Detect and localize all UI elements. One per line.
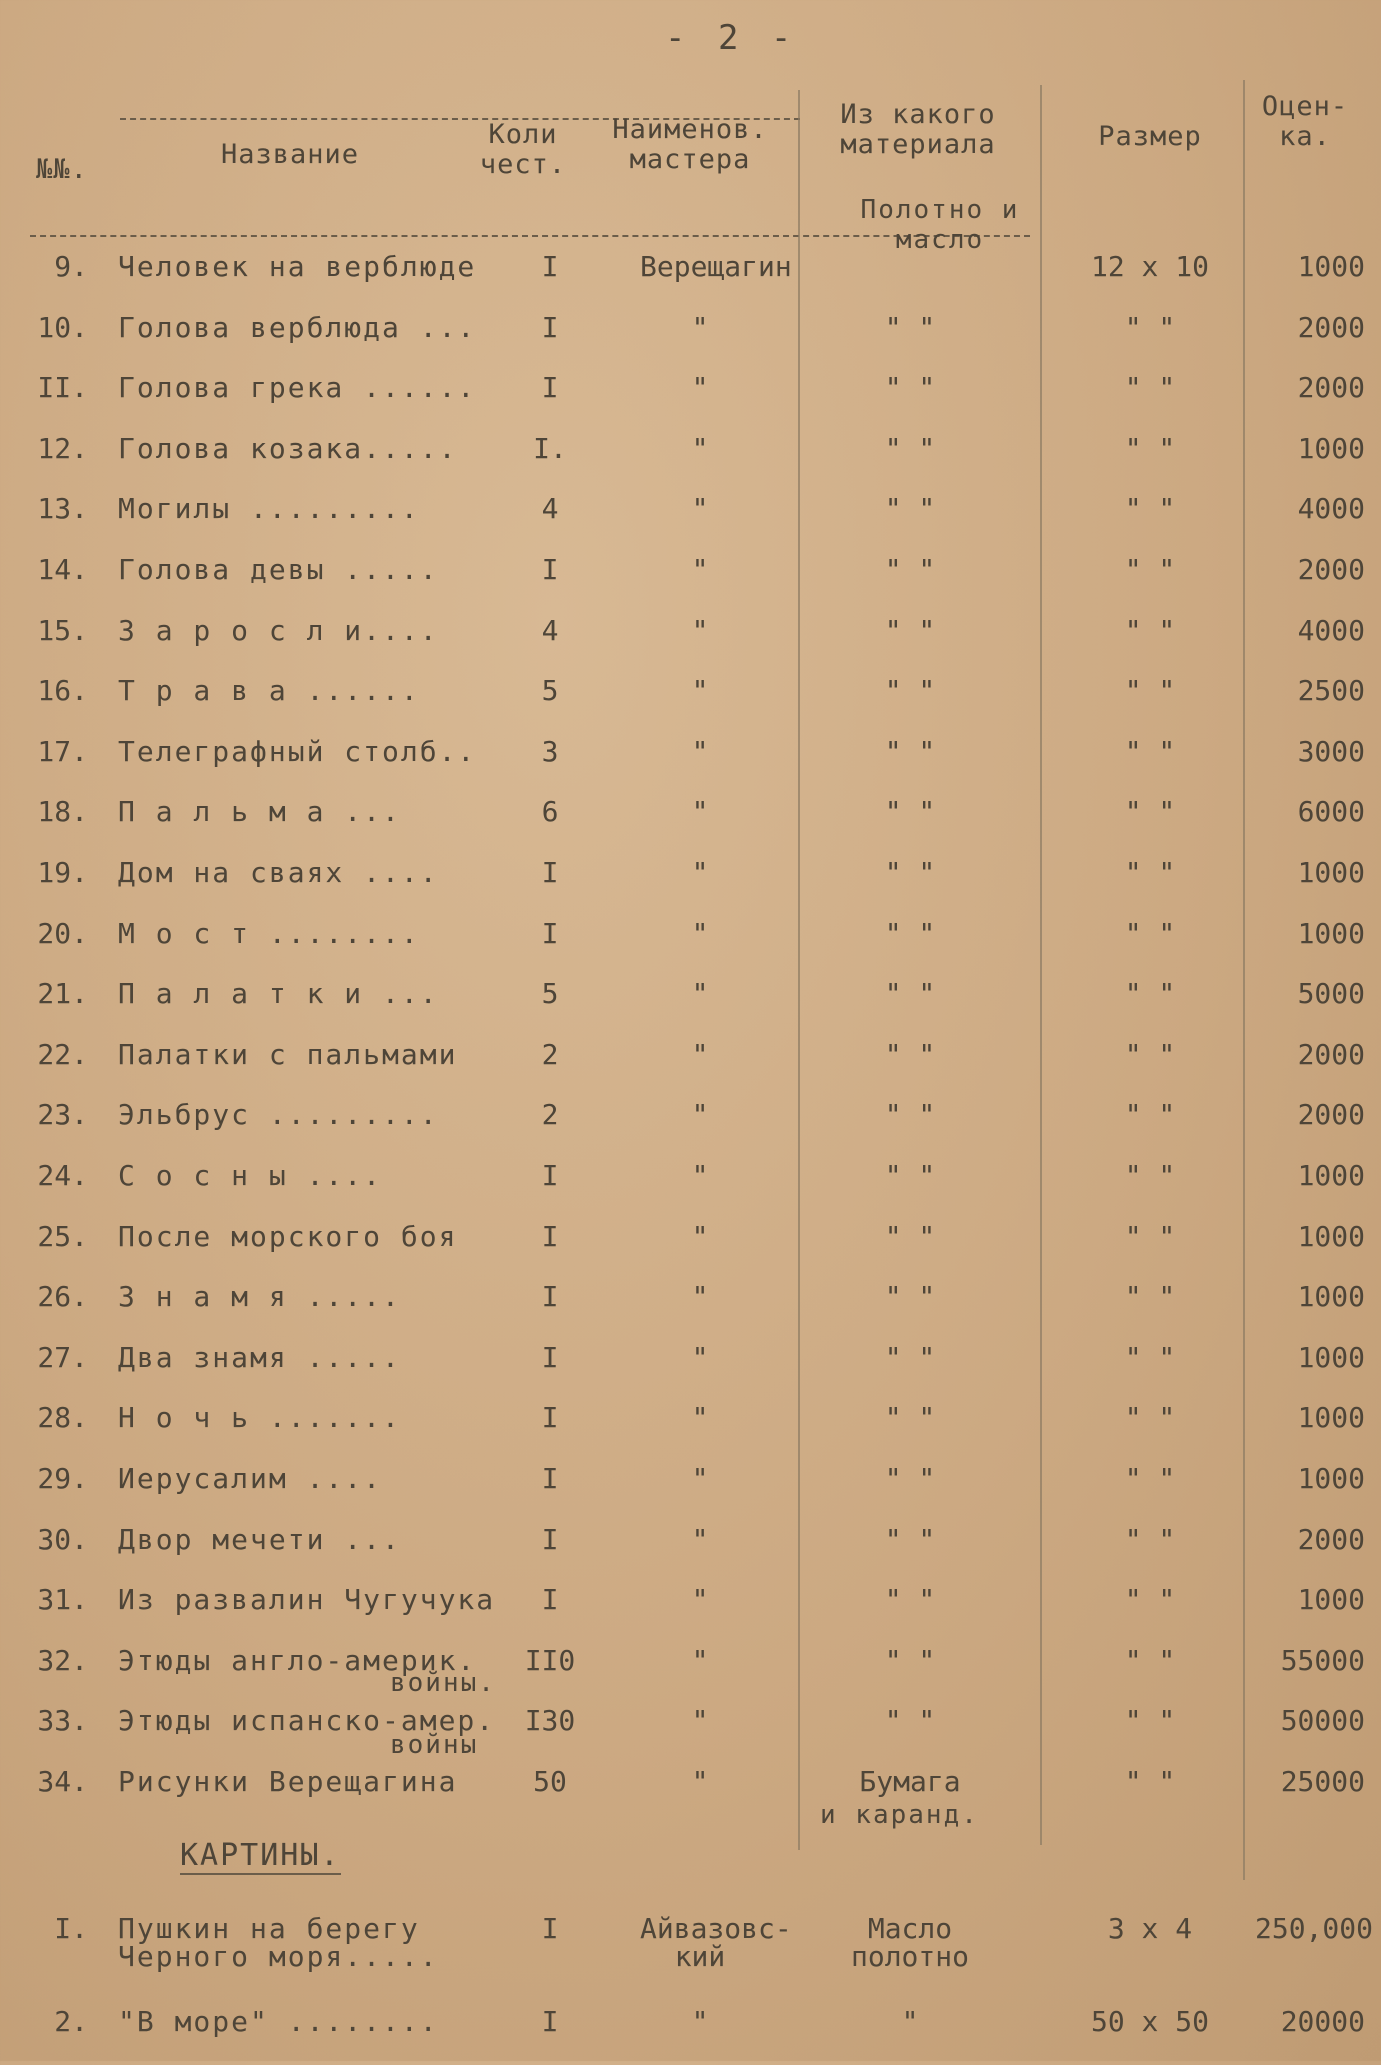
cell-size: " " (1124, 1583, 1176, 1617)
cell-size: " " (1124, 1522, 1176, 1556)
table-row (0, 311, 1381, 371)
cell-name: Телеграфный столб.. (118, 734, 477, 768)
cell-name: Эльбрус ......... (118, 1098, 439, 1132)
cell-master: " (691, 674, 709, 708)
page-number: - 2 - (665, 18, 798, 58)
cell-size: " " (1124, 674, 1176, 708)
table-row (0, 917, 1381, 977)
cell-size: " " (1124, 1098, 1176, 1132)
material-polotno: Полотно и масло (860, 195, 1020, 255)
cell-material: " " (884, 1583, 936, 1617)
cell-qty: I (541, 1522, 559, 1556)
cell-qty: I30 (524, 1704, 576, 1738)
cell-master: " (691, 1583, 709, 1617)
cell-no: 21. (37, 977, 88, 1011)
cell-value: 55000 (1280, 1643, 1365, 1677)
cell-value: 3000 (1297, 734, 1365, 768)
cell-no: 31. (37, 1583, 88, 1617)
cell-qty: I (541, 1340, 559, 1374)
cell-master: " (691, 1462, 709, 1495)
row-32-suffix: войны. (390, 1668, 496, 1698)
cell-master: " (691, 977, 709, 1011)
cell-value: 1000 (1297, 431, 1365, 465)
cell-qty: II0 (524, 1643, 576, 1677)
cell-no: 15. (37, 613, 88, 647)
table-row (0, 977, 1381, 1037)
cell-master: " (691, 553, 709, 586)
cell-master: " (691, 1280, 709, 1314)
cell-name: Палатки с пальмами (118, 1037, 458, 1071)
cell-material: " " (884, 371, 936, 405)
cell-no: 29. (37, 1462, 88, 1495)
table-row (0, 553, 1381, 613)
cell-no: I. (54, 1912, 88, 1945)
cell-qty: I (541, 1401, 559, 1435)
table-row (0, 1098, 1381, 1158)
cell-material: " " (884, 1159, 936, 1192)
cell-material: " " (884, 1037, 936, 1071)
cell-value: 1000 (1297, 1583, 1365, 1617)
cell-name: Рисунки Верещагина (118, 1765, 458, 1798)
cell-master: " (691, 1098, 709, 1132)
cell-name: Человек на верблюде (118, 250, 477, 283)
table-row (0, 250, 1381, 310)
cell-master: " (691, 1219, 709, 1253)
cell-value: 50000 (1280, 1704, 1365, 1738)
cell-value: 20000 (1280, 2005, 1365, 2038)
cell-name: Иерусалим .... (118, 1462, 383, 1495)
cell-name: "В море" ........ (118, 2005, 439, 2038)
cell-material: " " (884, 553, 936, 586)
cell-master: " (691, 1401, 709, 1435)
cell-master: " (691, 795, 709, 829)
cell-size: " " (1124, 916, 1176, 950)
cell-name: З а р о с л и.... (118, 613, 439, 647)
cell-qty: I (541, 553, 559, 586)
cell-value: 250,000 (1255, 1912, 1374, 1945)
cell-name: Этюды англо-америк. (118, 1643, 477, 1677)
cell-master2: кий (674, 1940, 726, 1973)
table-row (0, 1523, 1381, 1583)
cell-size: " " (1124, 1643, 1176, 1677)
cell-size: " " (1124, 1219, 1176, 1253)
cell-material: " " (884, 1522, 936, 1556)
cell-material: " " (884, 1219, 936, 1253)
cell-master: Айвазовс- (640, 1912, 792, 1945)
cell-master: Верещагин (640, 250, 792, 283)
table-row (0, 856, 1381, 916)
cell-no: 17. (37, 734, 88, 768)
cell-no: 12. (37, 431, 88, 465)
cell-master: " (691, 1643, 709, 1677)
cell-qty: I (541, 1219, 559, 1253)
cell-name: Из развалин Чугучука (118, 1583, 496, 1617)
cell-material: " " (884, 1280, 936, 1314)
cell-size: " " (1124, 1462, 1176, 1495)
cell-qty: I (541, 916, 559, 950)
header-name: Название (220, 139, 360, 170)
table-row (0, 674, 1381, 734)
cell-name: Голова девы ..... (118, 553, 439, 586)
header-no: №№. (36, 154, 88, 185)
cell-no: 30. (37, 1522, 88, 1556)
cell-name2: Черного моря..... (118, 1940, 439, 1973)
cell-size: " " (1124, 1037, 1176, 1071)
cell-no: 26. (37, 1280, 88, 1314)
header-value: Оцен- ка. (1261, 91, 1349, 152)
cell-size: " " (1124, 431, 1176, 465)
cell-value: 1000 (1297, 1401, 1365, 1435)
cell-value: 2000 (1297, 310, 1365, 344)
cell-qty: 5 (541, 674, 559, 708)
cell-value: 1000 (1297, 1159, 1365, 1192)
cell-qty: I (541, 856, 559, 889)
cell-no: 10. (37, 310, 88, 344)
cell-name: М о с т ........ (118, 916, 420, 950)
cell-material2: полотно (850, 1940, 969, 1973)
cell-master: " (691, 1704, 709, 1738)
cell-value: 1000 (1297, 1462, 1365, 1495)
cell-material: " " (884, 916, 936, 950)
cell-no: 9. (54, 250, 88, 283)
cell-material: " " (884, 492, 936, 526)
cell-qty: 4 (541, 613, 559, 647)
table-row (0, 1220, 1381, 1280)
cell-name: З н а м я ..... (118, 1280, 401, 1314)
table-row (0, 1912, 1381, 1972)
cell-size: 50 x 50 (1090, 2005, 1209, 2038)
table-row (0, 371, 1381, 431)
cell-no: 25. (37, 1219, 88, 1253)
cell-material: " " (884, 310, 936, 344)
cell-no: II. (37, 371, 88, 405)
cell-qty: I (541, 250, 559, 283)
table-row (0, 1038, 1381, 1098)
cell-size: " " (1124, 310, 1176, 344)
cell-qty: I (541, 1280, 559, 1314)
table-row (0, 432, 1381, 492)
cell-master: " (691, 1037, 709, 1071)
cell-material: " " (884, 977, 936, 1011)
cell-material: " (901, 2005, 919, 2038)
cell-qty: I (541, 1462, 559, 1495)
cell-value: 6000 (1297, 795, 1365, 829)
cell-name: После морского боя (118, 1219, 458, 1253)
cell-name: Двор мечети ... (118, 1522, 401, 1556)
cell-no: 14. (37, 553, 88, 586)
cell-name: П а л ь м а ... (118, 795, 401, 829)
table-row (0, 1159, 1381, 1219)
cell-master: " (691, 371, 709, 405)
cell-master: " (691, 856, 709, 889)
cell-name: Н о ч ь ....... (118, 1401, 401, 1435)
cell-qty: 3 (541, 734, 559, 768)
cell-name: Пушкин на берегу (118, 1912, 420, 1945)
cell-material: " " (884, 1462, 936, 1495)
cell-name: С о с н ы .... (118, 1159, 383, 1192)
header-size: Размер (1098, 121, 1202, 152)
cell-material: " " (884, 431, 936, 465)
cell-value: 2500 (1297, 674, 1365, 708)
cell-value: 1000 (1297, 1280, 1365, 1314)
cell-master: " (691, 1159, 709, 1192)
cell-name: Могилы ......... (118, 492, 420, 526)
cell-name: П а л а т к и ... (118, 977, 439, 1011)
table-row (0, 492, 1381, 552)
section-title: КАРТИНЫ. (180, 1838, 341, 1873)
row-34-material-suffix: и каранд. (820, 1800, 979, 1830)
cell-size: " " (1124, 795, 1176, 829)
cell-material: Бумага (859, 1765, 961, 1798)
cell-value: 5000 (1297, 977, 1365, 1011)
cell-qty: I (541, 1159, 559, 1192)
cell-value: 4000 (1297, 492, 1365, 526)
cell-size: " " (1124, 856, 1176, 889)
cell-master: " (691, 916, 709, 950)
cell-no: 22. (37, 1037, 88, 1071)
cell-no: 13. (37, 492, 88, 526)
cell-material: " " (884, 795, 936, 829)
cell-size: 12 x 10 (1090, 250, 1209, 283)
table-row (0, 1704, 1381, 1764)
cell-size: " " (1124, 553, 1176, 586)
cell-material: " " (884, 1401, 936, 1435)
cell-name: Этюды испанско-амер. (118, 1704, 496, 1738)
cell-no: 32. (37, 1643, 88, 1677)
cell-qty: 6 (541, 795, 559, 829)
cell-value: 2000 (1297, 1098, 1365, 1132)
table-row (0, 735, 1381, 795)
cell-qty: I (541, 310, 559, 344)
table-row (0, 1341, 1381, 1401)
header-qty: Коли чест. (479, 119, 567, 180)
cell-size: " " (1124, 1401, 1176, 1435)
header-material: Из какого материала (840, 99, 996, 160)
cell-master: " (691, 734, 709, 768)
cell-name: Дом на сваях .... (118, 856, 439, 889)
table-row (0, 1644, 1381, 1704)
cell-size: 3 x 4 (1107, 1912, 1193, 1945)
cell-name: Голова грека ...... (118, 371, 477, 405)
cell-qty: I (541, 371, 559, 405)
cell-master: " (691, 1340, 709, 1374)
table-row (0, 1280, 1381, 1340)
cell-material: " " (884, 734, 936, 768)
cell-material: " " (884, 1643, 936, 1677)
table-row (0, 1765, 1381, 1825)
cell-qty: I. (533, 431, 567, 465)
cell-size: " " (1124, 1765, 1176, 1798)
cell-value: 1000 (1297, 1219, 1365, 1253)
cell-material: " " (884, 1704, 936, 1738)
table-row (0, 1583, 1381, 1643)
table-row (0, 614, 1381, 674)
cell-qty: I (541, 1912, 559, 1945)
cell-material: Масло (867, 1912, 953, 1945)
cell-material: " " (884, 613, 936, 647)
cell-master: " (691, 2005, 709, 2038)
cell-qty: 5 (541, 977, 559, 1011)
table-row (0, 795, 1381, 855)
cell-size: " " (1124, 1159, 1176, 1192)
cell-size: " " (1124, 1280, 1176, 1314)
cell-no: 23. (37, 1098, 88, 1132)
cell-qty: 4 (541, 492, 559, 526)
cell-value: 25000 (1280, 1765, 1365, 1798)
cell-material: " " (884, 856, 936, 889)
cell-value: 1000 (1297, 1340, 1365, 1374)
cell-material: " " (884, 674, 936, 708)
cell-value: 1000 (1297, 250, 1365, 283)
cell-material: " " (884, 1340, 936, 1374)
cell-name: Т р а в а ...... (118, 674, 420, 708)
cell-size: " " (1124, 371, 1176, 405)
table-row (0, 1462, 1381, 1522)
cell-name: Голова козака..... (118, 431, 458, 465)
table-row (0, 1401, 1381, 1461)
cell-value: 2000 (1297, 371, 1365, 405)
cell-master: " (691, 1522, 709, 1556)
cell-no: 33. (37, 1704, 88, 1738)
cell-name: Два знамя ..... (118, 1340, 401, 1374)
cell-value: 2000 (1297, 1522, 1365, 1556)
cell-size: " " (1124, 1704, 1176, 1738)
cell-value: 1000 (1297, 856, 1365, 889)
cell-qty: 50 (533, 1765, 567, 1798)
cell-value: 1000 (1297, 916, 1365, 950)
cell-master: " (691, 431, 709, 465)
cell-size: " " (1124, 613, 1176, 647)
cell-no: 28. (37, 1401, 88, 1435)
cell-no: 34. (37, 1765, 88, 1798)
cell-size: " " (1124, 734, 1176, 768)
cell-name: Голова верблюда ... (118, 310, 477, 344)
cell-size: " " (1124, 492, 1176, 526)
cell-master: " (691, 1765, 709, 1798)
cell-no: 18. (37, 795, 88, 829)
cell-qty: I (541, 2005, 559, 2038)
cell-master: " (691, 310, 709, 344)
cell-master: " (691, 492, 709, 526)
cell-no: 19. (37, 856, 88, 889)
row-33-suffix: войны (390, 1730, 479, 1760)
cell-size: " " (1124, 977, 1176, 1011)
cell-no: 2. (54, 2005, 88, 2038)
cell-material: " " (884, 1098, 936, 1132)
cell-qty: 2 (541, 1037, 559, 1071)
cell-no: 27. (37, 1340, 88, 1374)
cell-value: 2000 (1297, 1037, 1365, 1071)
cell-value: 2000 (1297, 553, 1365, 586)
cell-value: 4000 (1297, 613, 1365, 647)
cell-size: " " (1124, 1340, 1176, 1374)
cell-master: " (691, 613, 709, 647)
cell-no: 24. (37, 1159, 88, 1192)
cell-no: 20. (37, 916, 88, 950)
cell-qty: I (541, 1583, 559, 1617)
table-row (0, 2005, 1381, 2065)
cell-no: 16. (37, 674, 88, 708)
header-master: Наименов. мастера (612, 114, 768, 175)
cell-qty: 2 (541, 1098, 559, 1132)
